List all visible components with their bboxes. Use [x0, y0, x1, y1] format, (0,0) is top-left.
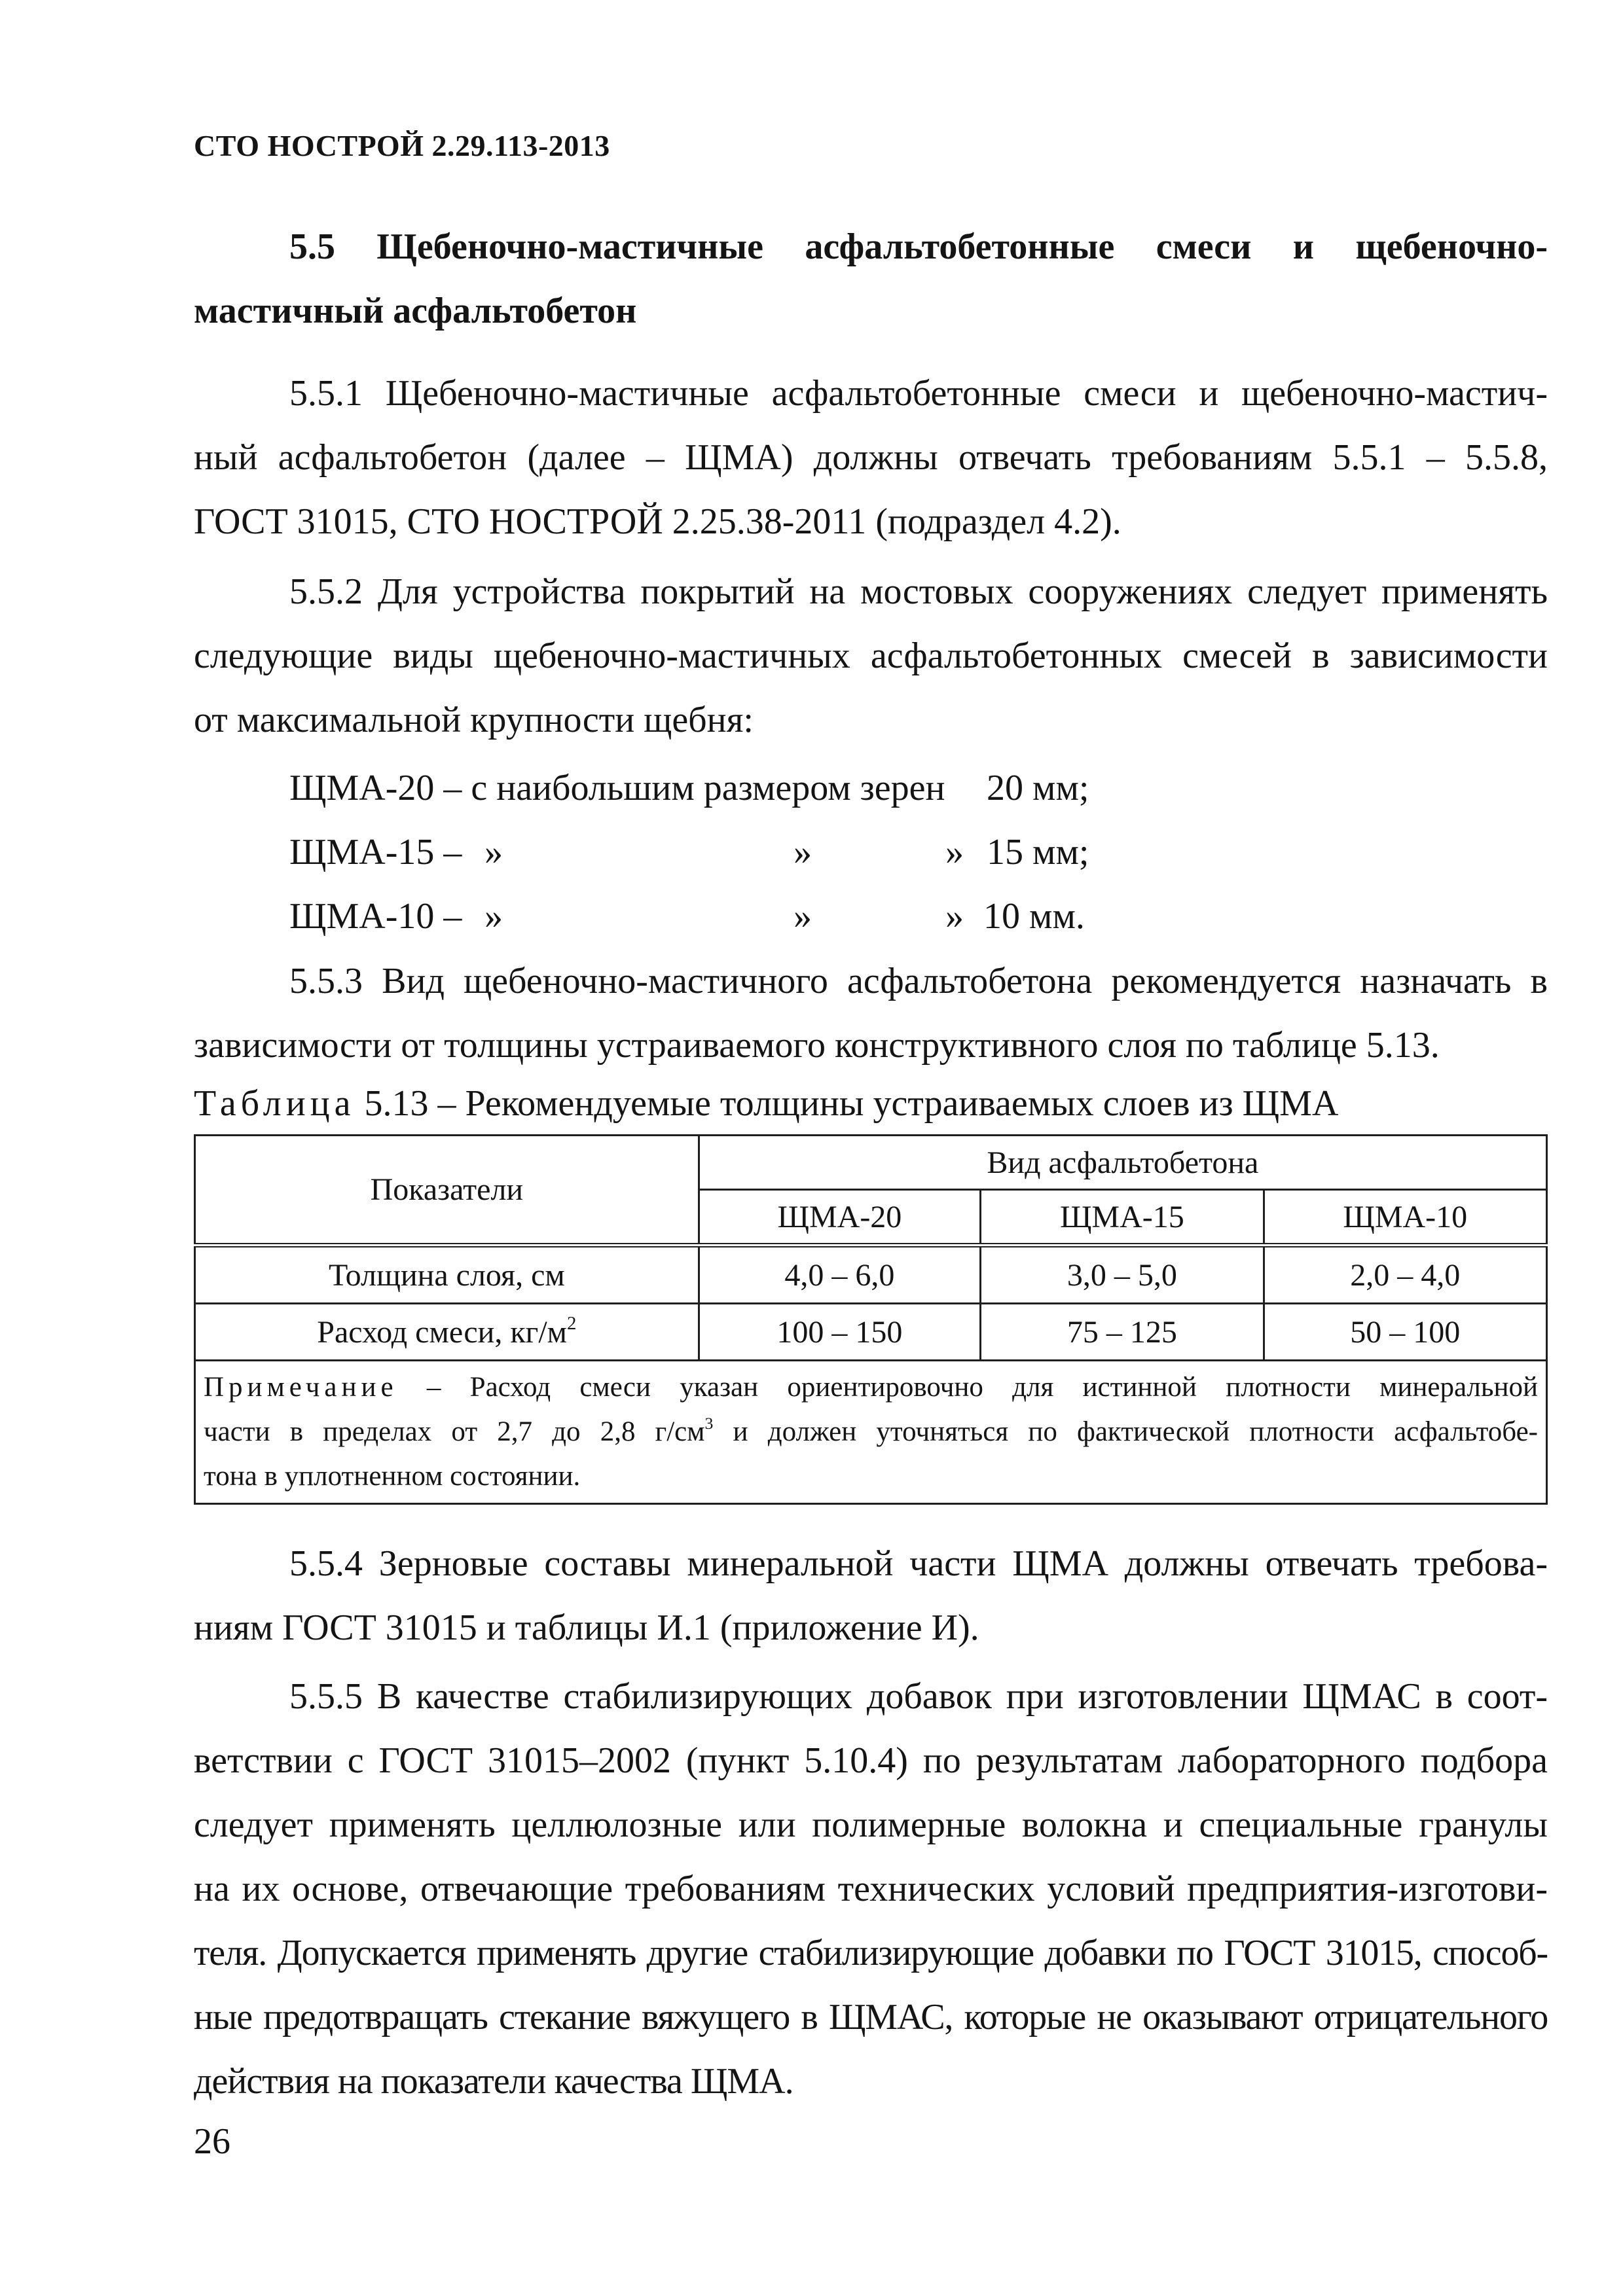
- list-item-name: ЩМА-10 –: [289, 896, 462, 937]
- table-cell: 100 – 150: [699, 1304, 980, 1361]
- table-cell: 4,0 – 6,0: [699, 1246, 980, 1304]
- table-row: [195, 1304, 1547, 1361]
- table-cell: 75 – 125: [981, 1304, 1264, 1361]
- note-text: и должен уточняться по фактической плотности асфальтобе-: [713, 1416, 1538, 1447]
- document-header: СТО НОСТРОЙ 2.29.113-2013: [194, 129, 610, 162]
- paragraph-5-5-1-line: ный асфальтобетон (далее – ЩМА) должны отвечать требованиям 5.5.1 – 5.5.8,: [194, 437, 1548, 478]
- paragraph-5-5-1-line: 5.5.1 Щебеночно-мастичные асфальтобетонные смеси и щебеночно-мастич-: [289, 373, 1548, 414]
- paragraph-5-5-5-line: на их основе, отвечающие требованиям технических условий предприятия-изготови-: [194, 1869, 1548, 1909]
- paragraph-5-5-2-line: 5.5.2 Для устройства покрытий на мостовых сооружениях следует применять: [289, 571, 1548, 612]
- unit-superscript: 2: [567, 1312, 577, 1334]
- list-item: [289, 884, 1085, 948]
- unit-superscript: 3: [704, 1413, 714, 1433]
- paragraph-5-5-4-line: ниям ГОСТ 31015 и таблицы И.1 (приложение И).: [194, 1607, 979, 1648]
- table-note: [195, 1361, 1547, 1504]
- list-item: [289, 756, 1089, 820]
- paragraph-5-5-2-line: следующие виды щебеночно-мастичных асфальтобетонных смесей в зависимости: [194, 636, 1548, 676]
- table-caption-text: 5.13 – Рекомендуемые толщины устраиваемых слоев из ЩМА: [355, 1083, 1339, 1124]
- paragraph-5-5-5-line: ные предотвращать стекание вяжущего в ЩМАС, которые не оказывают отрицательного: [194, 1997, 1548, 2037]
- note-text: части в пределах от 2,7 до 2,8 г/см: [204, 1416, 705, 1447]
- paragraph-5-5-3-line: зависимости от толщины устраиваемого конструктивного слоя по таблице 5.13.: [194, 1025, 1440, 1066]
- table-cell: 2,0 – 4,0: [1264, 1246, 1546, 1304]
- ditto-mark: »: [945, 896, 964, 937]
- paragraph-5-5-1-line: ГОСТ 31015, СТО НОСТРОЙ 2.25.38-2011 (подраздел 4.2).: [194, 501, 1122, 542]
- table-header-parameters: Показатели: [195, 1136, 699, 1246]
- list-item-name: ЩМА-20 –: [289, 768, 462, 808]
- table-row: [195, 1246, 1547, 1304]
- note-text: тона в уплотненном состоянии.: [204, 1461, 581, 1492]
- list-item: [289, 820, 1089, 884]
- list-item-name: ЩМА-15 –: [289, 832, 462, 872]
- list-item-size: 10 мм.: [983, 896, 1085, 937]
- ditto-mark: »: [793, 896, 812, 937]
- table-row-label-text: Расход смеси, кг/м: [317, 1314, 568, 1350]
- page-number: 26: [194, 2121, 230, 2162]
- paragraph-5-5-3-line: 5.5.3 Вид щебеночно-мастичного асфальтобетона рекомендуется назначать в: [289, 961, 1548, 1001]
- table-note-row: [195, 1361, 1547, 1504]
- ditto-mark: »: [945, 832, 964, 872]
- table-caption: [194, 1077, 1338, 1130]
- ditto-mark: »: [484, 832, 503, 872]
- table-header-group: Вид асфальтобетона: [699, 1136, 1546, 1190]
- paragraph-5-5-5-line: действия на показатели качества ЩМА.: [194, 2061, 793, 2102]
- list-item-size: 20 мм;: [987, 768, 1089, 808]
- note-text: – Расход смеси указан ориентировочно для истинной плотности минеральной: [397, 1372, 1538, 1403]
- table-row-label: [195, 1304, 699, 1361]
- table-cell: 50 – 100: [1264, 1304, 1546, 1361]
- ditto-mark: »: [793, 832, 812, 872]
- table-header-cell: ЩМА-20: [699, 1190, 980, 1246]
- paragraph-5-5-5-line: ветствии с ГОСТ 31015–2002 (пункт 5.10.4) по результатам лабораторного подбора: [194, 1740, 1548, 1781]
- section-heading-line-2: мастичный асфальтобетон: [194, 291, 637, 331]
- paragraph-5-5-5-line: теля. Допускается применять другие стабилизирующие добавки по ГОСТ 31015, способ-: [194, 1933, 1548, 1973]
- table-caption-label: Таблица: [194, 1083, 356, 1124]
- table-row-label: Толщина слоя, см: [195, 1246, 699, 1304]
- paragraph-5-5-4-line: 5.5.4 Зерновые составы минеральной части ЩМА должны отвечать требова-: [289, 1543, 1548, 1584]
- paragraph-5-5-2-line: от максимальной крупности щебня:: [194, 700, 754, 740]
- list-item-description: с наибольшим размером зерен: [471, 768, 945, 808]
- section-heading-line-1: 5.5 Щебеночно-мастичные асфальтобетонные смеси и щебеночно-: [289, 226, 1548, 267]
- ditto-mark: »: [484, 896, 503, 937]
- table-header-cell: ЩМА-10: [1264, 1190, 1546, 1246]
- table-header-cell: ЩМА-15: [981, 1190, 1264, 1246]
- note-label: Примечание: [204, 1372, 398, 1403]
- thickness-table: [194, 1134, 1548, 1505]
- paragraph-5-5-5-line: следует применять целлюлозные или полимерные волокна и специальные гранулы: [194, 1804, 1548, 1845]
- list-item-size: 15 мм;: [987, 832, 1089, 872]
- paragraph-5-5-5-line: 5.5.5 В качестве стабилизирующих добавок при изготовлении ЩМАС в соот-: [289, 1676, 1548, 1717]
- table-cell: 3,0 – 5,0: [981, 1246, 1264, 1304]
